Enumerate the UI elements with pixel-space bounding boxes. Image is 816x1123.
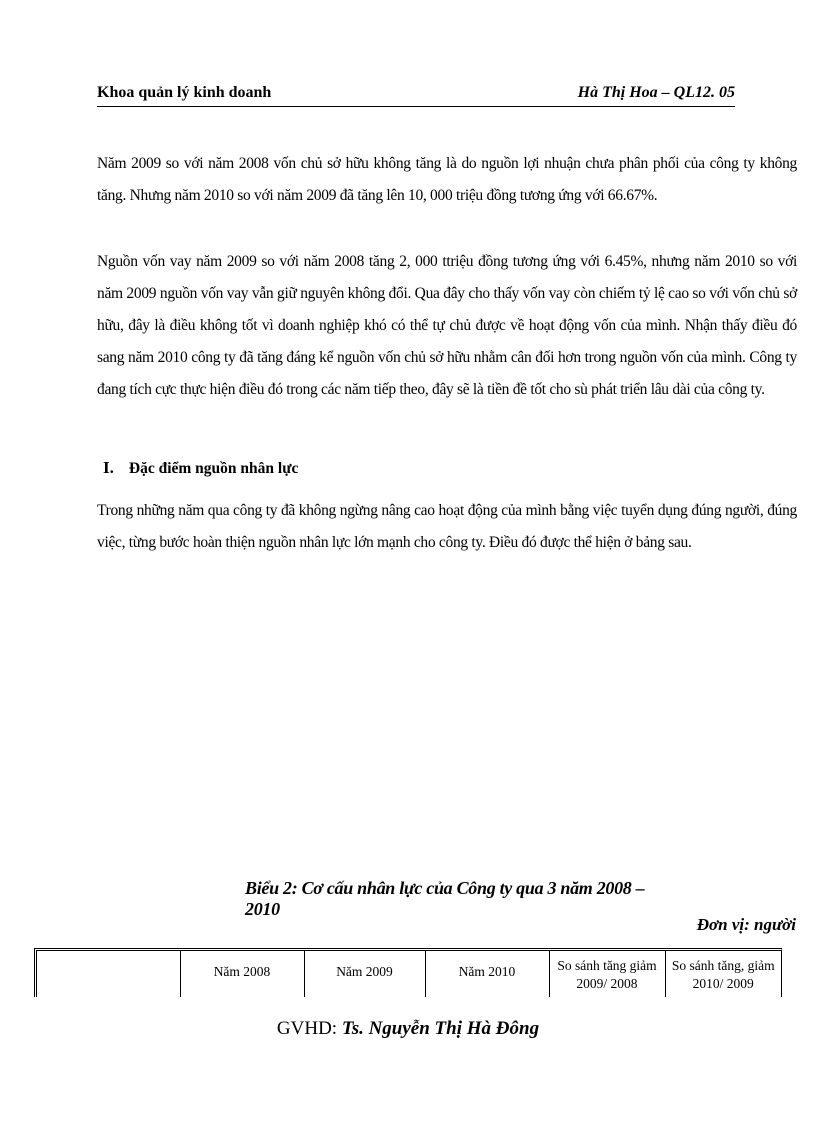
- paragraph-loans: Nguồn vốn vay năm 2009 so với năm 2008 tăng 2, 000 ttriệu đồng tương ứng với 6.45%, nhưng năm 2010 so với năm 2009 nguồn vốn vay vẫn giữ nguyên không đổi. Qua đây cho thấy vốn vay còn chiếm tỷ lệ cao so với vốn chủ sở hữu, đây là điều không tốt vì doanh nghiệp khó có thể tự chủ được về hoạt động vốn của mình. Nhận thấy điều đó sang năm 2010 công ty đã tăng đáng kể nguồn vốn chủ sở hữu nhằm cân đối hơn trong nguồn vốn của mình. Công ty đang tích cực thực hiện điều đó trong các năm tiếp theo, đây sẽ là tiền đề tốt cho sù phát triển lâu dài của công ty.: [97, 253, 797, 398]
- page-footer: [0, 1018, 816, 1040]
- header-author: Hà Thị Hoa – QL12. 05: [577, 84, 735, 101]
- table-header-cell: Năm 2010: [425, 951, 549, 997]
- table-header-cell: So sánh tăng giảm 2009/ 2008: [549, 951, 665, 997]
- section-heading: [103, 458, 298, 478]
- footer-supervisor-name: Ts. Nguyễn Thị Hà Đông: [341, 1018, 540, 1039]
- section-number: I.: [103, 458, 114, 477]
- table-caption: Biểu 2: Cơ cấu nhân lực của Công ty qua 3 năm 2008 – 2010: [245, 878, 645, 919]
- section-title: Đặc điểm nguồn nhân lực: [128, 460, 299, 477]
- table-header-cell: [37, 951, 180, 997]
- table-header-cell: Năm 2009: [304, 951, 425, 997]
- table-header-cell: Năm 2008: [180, 951, 304, 997]
- staff-structure-table: [34, 948, 782, 997]
- paragraph-equity: Năm 2009 so với năm 2008 vốn chủ sở hữu không tăng là do nguồn lợi nhuận chưa phân phối của công ty không tăng. Nhưng năm 2010 so với năm 2009 đã tăng lên 10, 000 triệu đồng tương ứng với 66.67%.: [97, 155, 797, 204]
- paragraph-human-resources: Trong những năm qua công ty đã không ngừng nâng cao hoạt động của mình bằng việc tuyển dụng đúng người, đúng việc, từng bước hoàn thiện nguồn nhân lực lớn mạnh cho công ty. Điều đó được thể hiện ở bảng sau.: [97, 502, 797, 551]
- table-unit: Đơn vị: người: [696, 915, 796, 934]
- table-header-row: [37, 951, 781, 997]
- header-department: Khoa quản lý kinh doanh: [97, 84, 272, 101]
- page-header: [97, 82, 735, 107]
- table-header-cell: So sánh tăng, giảm 2010/ 2009: [671, 958, 775, 991]
- footer-label: GVHD:: [276, 1018, 342, 1039]
